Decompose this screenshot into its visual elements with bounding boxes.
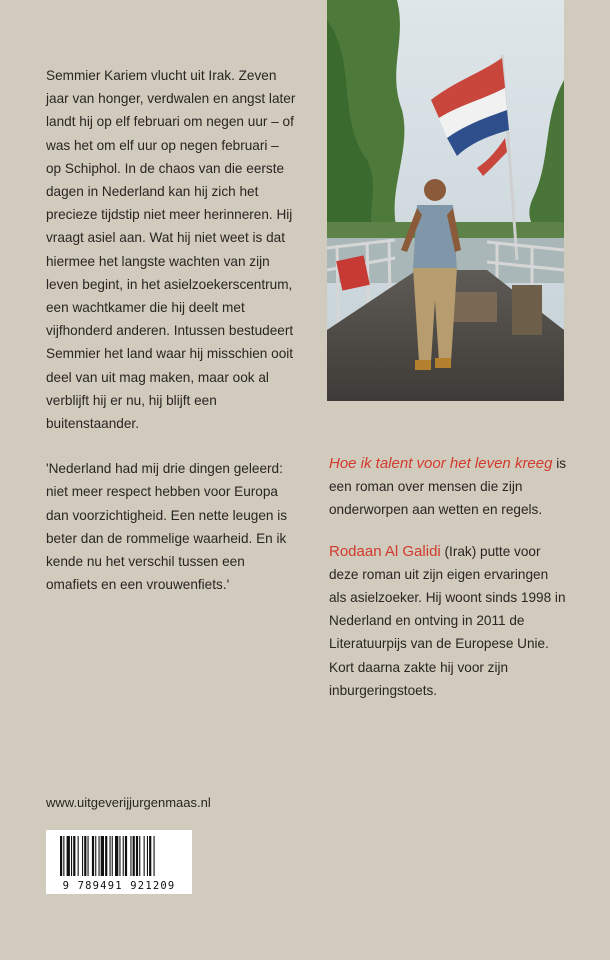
barcode-bar [95,836,96,876]
author-bio: putte voor deze roman uit zijn eigen ervaringen als asielzoeker. Hij woont sinds 1998 in Nederland en ontving in 2011 de Literatuurpijs van de Europese Unie. Kort daarna zakte hij voor zijn inburgeringstoets. [329,543,566,698]
barcode-bar [60,836,62,876]
barcode-bar [84,836,86,876]
barcode-bar [144,836,145,876]
barcode-bar [110,836,111,876]
barcode-bar [112,836,113,876]
barcode-bar [73,836,75,876]
isbn-barcode [46,830,192,894]
book-summary [329,452,569,720]
summary-text: is een roman over mensen die zijn onderworpen aan wetten en regels. [329,456,567,518]
barcode-bar [78,836,79,876]
blurb-quote: 'Nederland had mij drie dingen geleerd: niet meer respect hebben voor Europa dan voorzichtigheid. Een nette leugen is beter dan de rommelige waarheid. En ik kende nu het verschil tussen een omafiets en een vrouwenfiets.' [46,461,288,593]
book-title: Hoe ik talent voor het leven kreeg [329,455,553,472]
barcode-bar [147,836,148,876]
back-cover-blurb [46,64,296,618]
author-paragraph [329,540,569,702]
barcode-bars [46,830,192,880]
barcode-bar [115,836,118,876]
barcode-bar [67,836,70,876]
barcode-bar [82,836,83,876]
summary-paragraph [329,452,569,522]
barcode-bar [92,836,94,876]
barcode-bar [101,836,104,876]
blurb-paragraph: Semmier Kariem vlucht uit Irak. Zeven jaar van honger, verdwalen en angst later landt hij op elf februari om negen uur – of was het om elf uur op negen februari – op Schiphol. In de chaos van die eerste dagen in Nederland kan hij zich het precieze tijdstip niet meer herinneren. Hij vraagt asiel aan. Wat hij niet weet is dat hiermee het langste wachten van zijn leven begint, in het asielzoekerscentrum, een wachtkamer die hij deelt met vijfhonderd anderen. Intussen bestudeert Semmier het land waar hij misschien ooit deel van uit mag maken, maar ook al verblijft hij er nu, hij blijft een buitenstaander. [46,68,296,432]
author-name: Rodaan Al Galidi [329,542,441,560]
barcode-bar [139,836,140,876]
ferry-photo [327,0,564,401]
barcode-bar [88,836,89,876]
publisher-website[interactable]: www.uitgeverijjurgenmaas.nl [46,795,211,810]
barcode-bar [63,836,64,876]
barcode-bar [123,836,124,876]
barcode-bar [154,836,155,876]
barcode-bar [119,836,120,876]
barcode-bar [130,836,131,876]
ferry-photo-illustration [327,0,564,401]
barcode-bar [149,836,151,876]
author-origin: (Irak) [440,543,477,559]
barcode-bar [105,836,107,876]
barcode-bar [71,836,72,876]
barcode-bar [136,836,138,876]
barcode-bar [125,836,127,876]
isbn-number: 9 789491 921209 [62,880,176,892]
barcode-bar [133,836,135,876]
barcode-bar [99,836,100,876]
